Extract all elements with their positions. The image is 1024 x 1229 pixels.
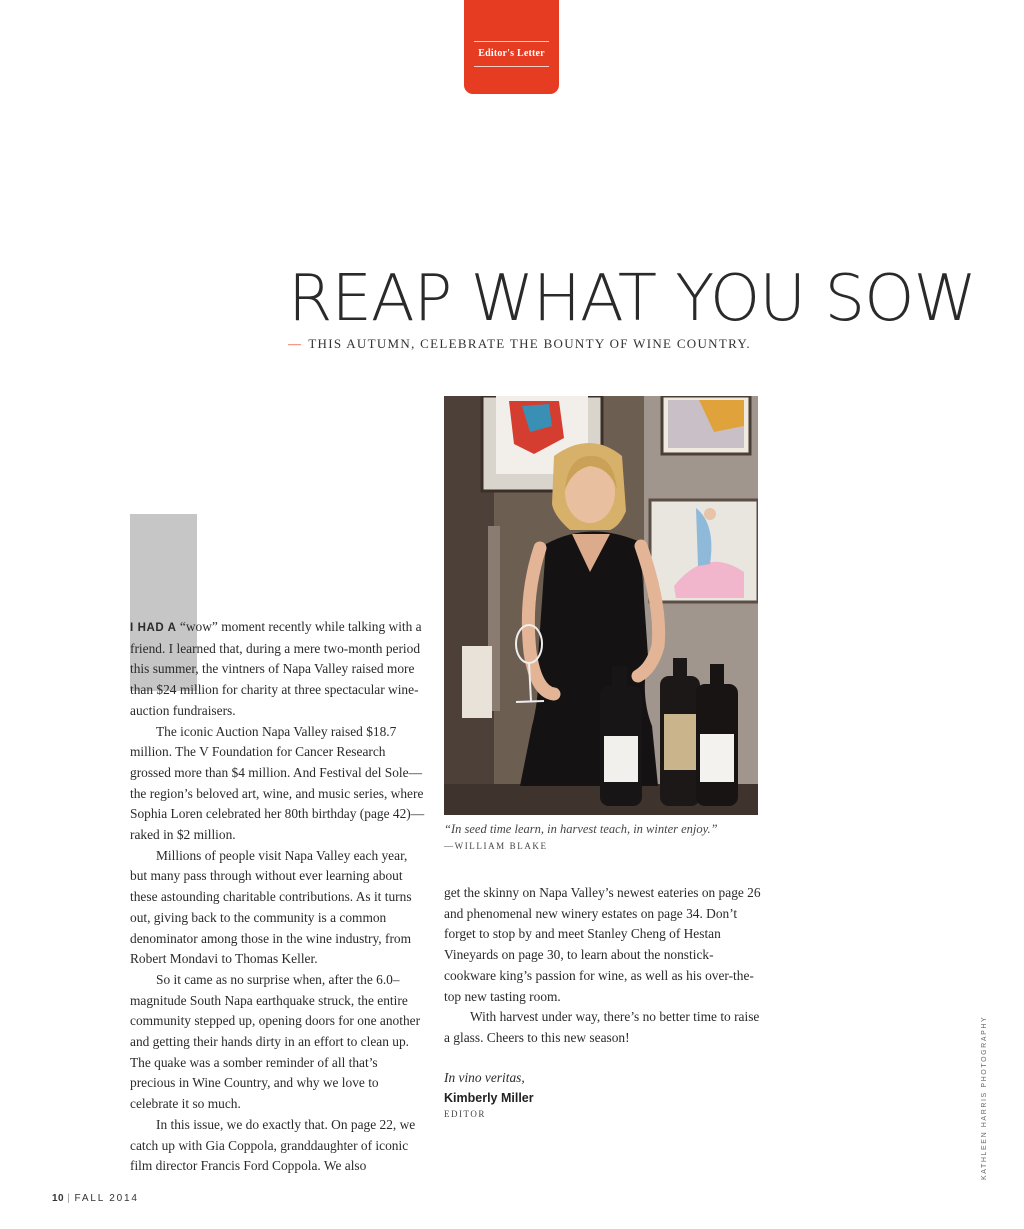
- deck-text: THIS AUTUMN, CELEBRATE THE BOUNTY OF WINE COUNTRY.: [308, 336, 751, 351]
- paragraph-1: [130, 617, 425, 722]
- paragraph-3: Millions of people visit Napa Valley each year, but many pass through without ever learning about these astounding charitable contributions. As it turns out, giving back to the community is a common denominator among those in the wine industry, from Robert Mondavi to Thomas Keller.: [130, 847, 412, 967]
- issue-label: FALL 2014: [74, 1193, 139, 1204]
- lead-in: I HAD A: [130, 622, 177, 634]
- editor-photo: [444, 396, 758, 815]
- signoff-role: EDITOR: [444, 1109, 486, 1119]
- paragraph-5: In this issue, we do exactly that. On page 22, we catch up with Gia Coppola, granddaughter of iconic film director Francis Ford Coppola. We also: [130, 1116, 416, 1174]
- article-deck: [288, 336, 751, 352]
- body-column-right: [444, 883, 764, 1049]
- paragraph-1-text: “wow” moment recently while talking with a friend. I learned that, during a mere two-month period this summer, the vintners of Napa Valley raised more than $24 million for charity at three spectacular wine-auction fundraisers.: [130, 619, 422, 718]
- quote-attribution: —WILLIAM BLAKE: [444, 841, 548, 851]
- tab-rule-top: [474, 41, 549, 42]
- signoff-name: Kimberly Miller: [444, 1091, 534, 1105]
- page-number: 10: [52, 1193, 65, 1204]
- folio-separator: |: [67, 1193, 72, 1204]
- paragraph-6: get the skinny on Napa Valley’s newest eateries on page 26 and phenomenal new winery estates on page 34. Don’t forget to stop by and meet Stanley Cheng of Hestan Vineyards on page 30, to learn about the nonstick-cookware king’s passion for wine, as well as his over-the-top new tasting room.: [444, 885, 761, 1004]
- paragraph-7: With harvest under way, there’s no better time to raise a glass. Cheers to this new season!: [444, 1009, 760, 1045]
- section-tab-label: Editor's Letter: [478, 48, 545, 59]
- page-folio: [52, 1193, 139, 1204]
- signoff-closing: In vino veritas,: [444, 1070, 525, 1085]
- photo-caption: “In seed time learn, in harvest teach, in winter enjoy.”: [444, 822, 718, 836]
- deck-dash: —: [288, 336, 303, 351]
- section-tab: [464, 0, 559, 94]
- article-headline: REAP WHAT YOU SOW: [288, 262, 976, 336]
- tab-rule-bottom: [474, 66, 549, 67]
- photo-credit: KATHLEEN HARRIS PHOTOGRAPHY: [981, 1015, 988, 1180]
- paragraph-4: So it came as no surprise when, after the 6.0–magnitude South Napa earthquake struck, the entire community stepped up, opening doors for one another and getting their hands dirty in an effort to clean up. The quake was a somber reminder of all that’s precious in Wine Country, and why we love to celebrate it so much.: [130, 971, 421, 1112]
- paragraph-2: The iconic Auction Napa Valley raised $18.7 million. The V Foundation for Cancer Research grossed more than $4 million. And Festival del Sole—the region’s beloved art, wine, and music series, where Sophia Loren celebrated her 80th birthday (page 42)—raked in $2 million.: [130, 723, 425, 843]
- body-column-left: [130, 617, 425, 1177]
